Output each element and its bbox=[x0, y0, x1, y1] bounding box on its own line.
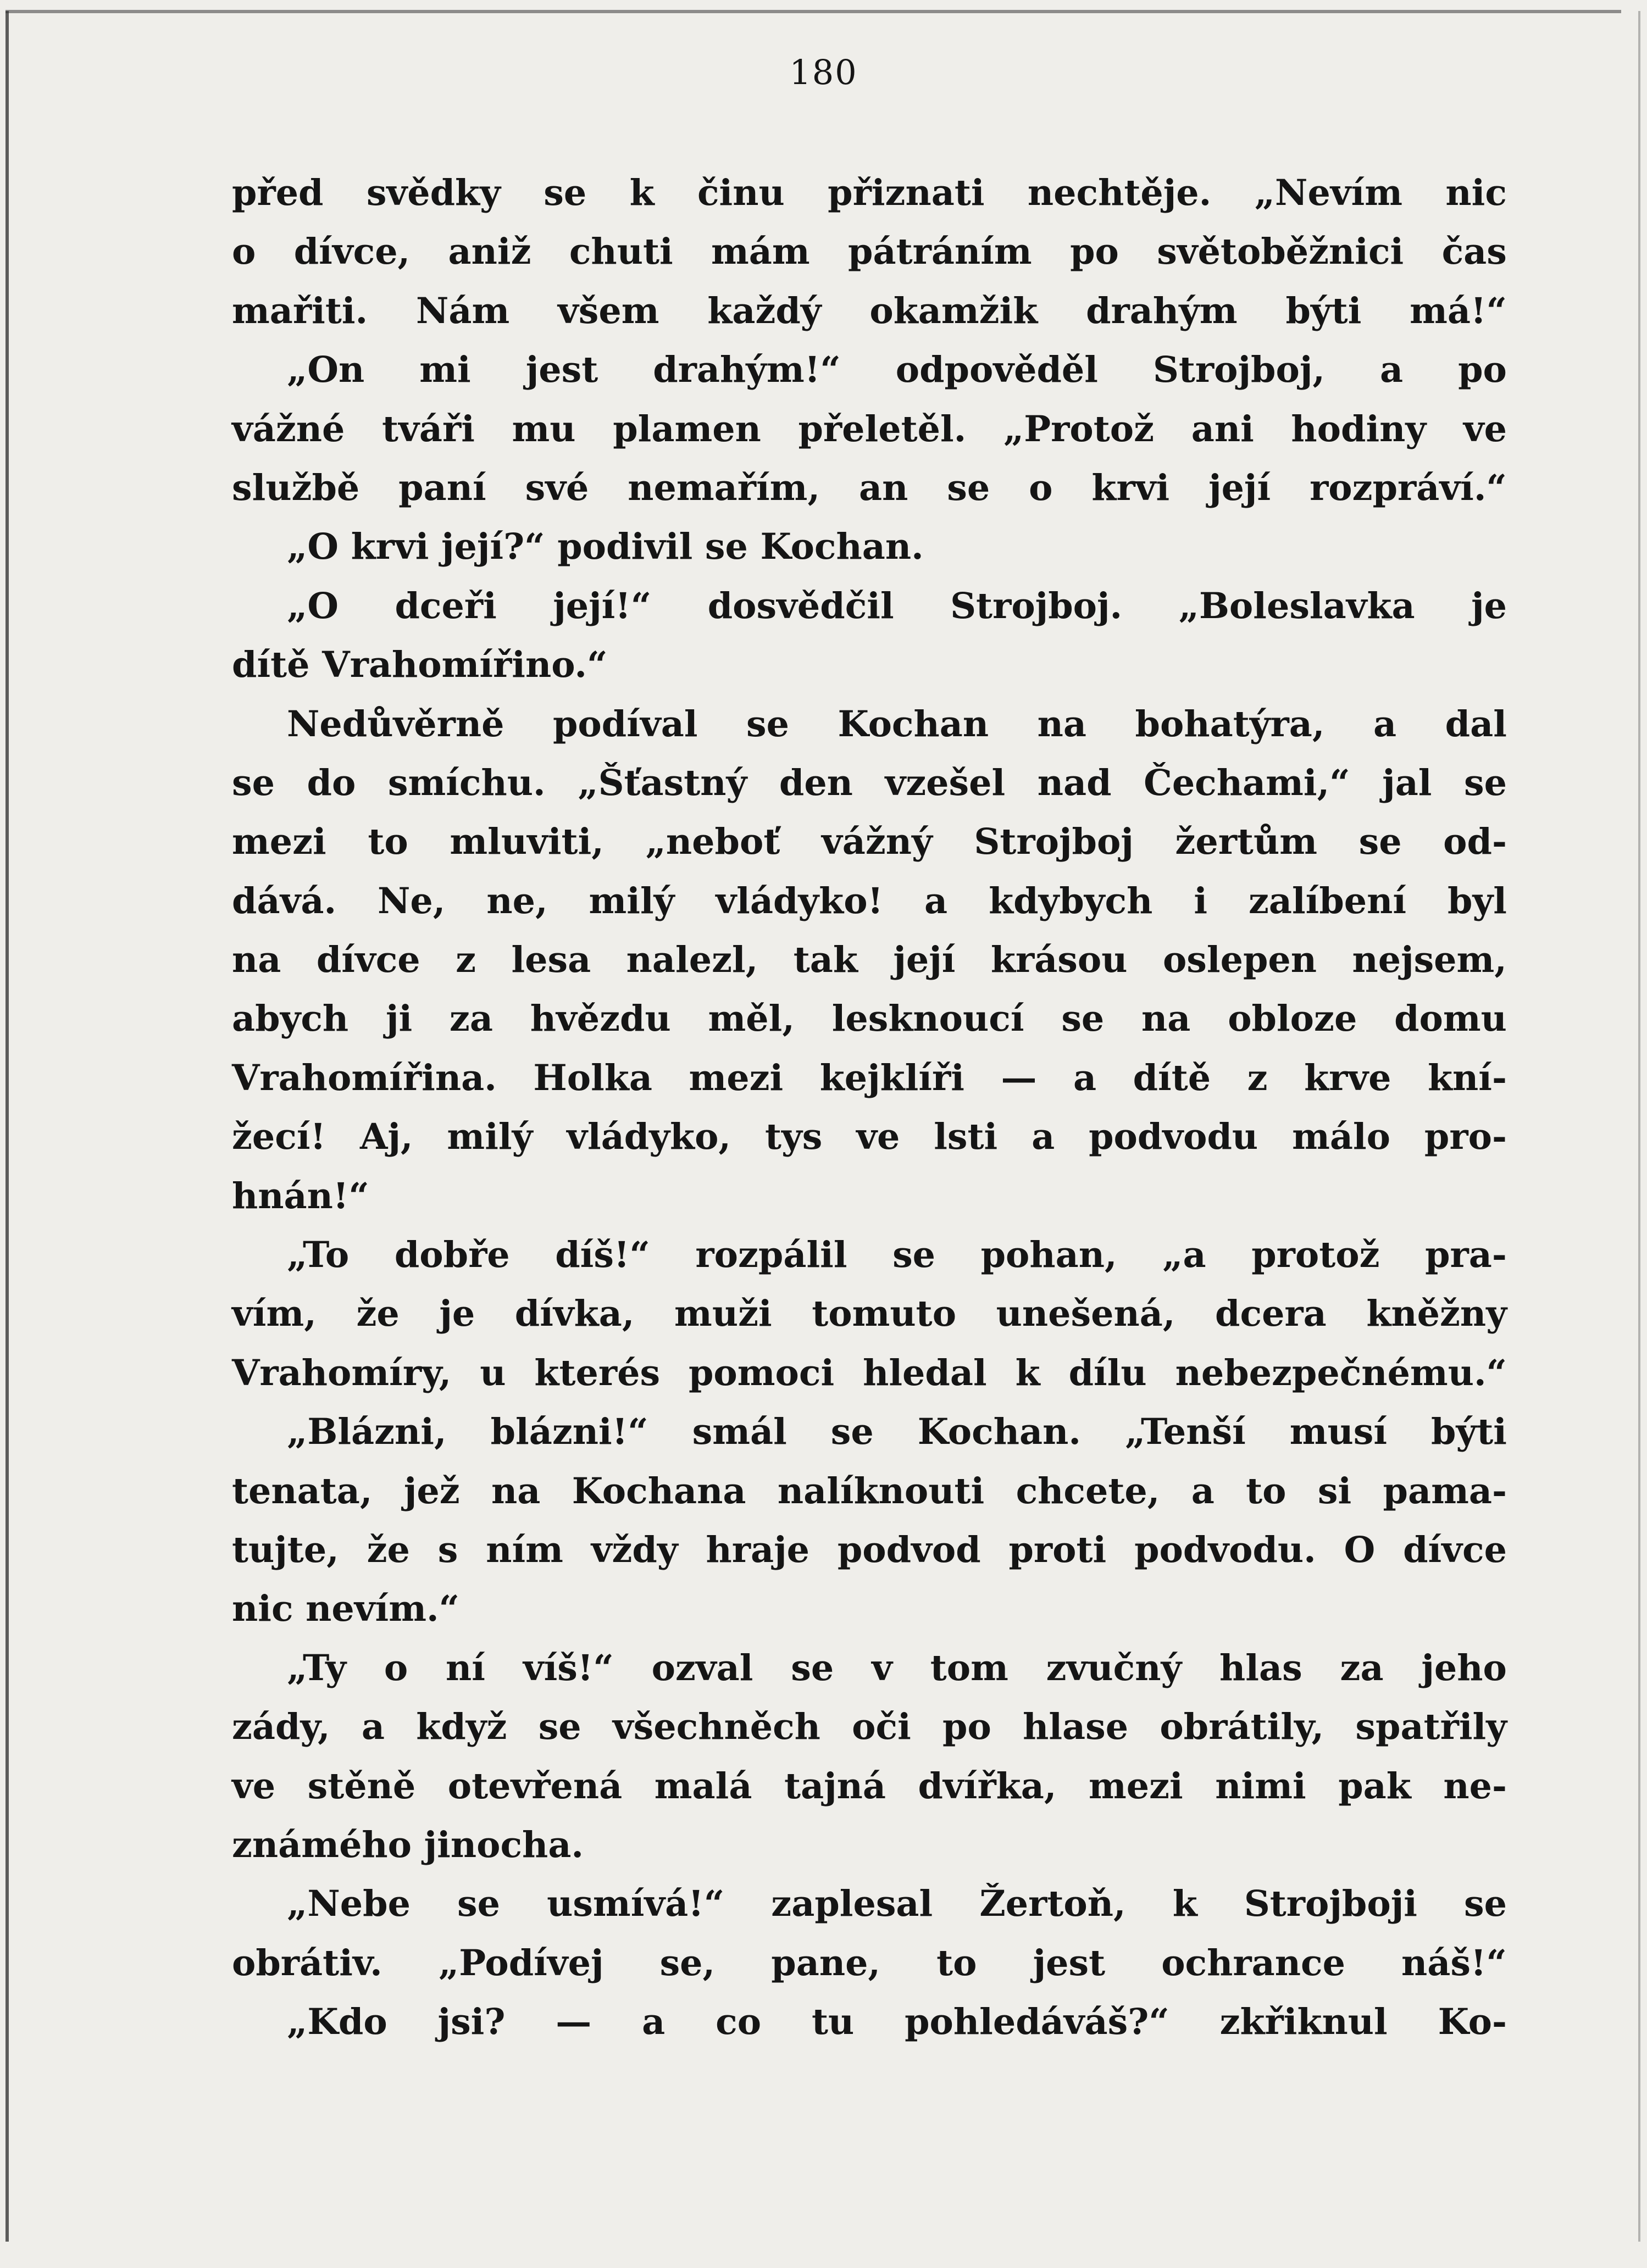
text-line: se do smíchu. „Šťastný den vzešel nad Čechami,“ jal se bbox=[232, 761, 1507, 804]
scan-border-left bbox=[5, 11, 9, 2242]
text-line: „O dceři její!“ dosvědčil Strojboj. „Boleslavka je bbox=[287, 585, 1507, 627]
text-line: abych ji za hvězdu měl, lesknoucí se na obloze domu bbox=[232, 998, 1507, 1040]
text-line: vím, že je dívka, muži tomuto unešená, dcera kněžny bbox=[232, 1293, 1507, 1335]
text-line: nic nevím.“ bbox=[232, 1588, 460, 1630]
text-line: „Nebe se usmívá!“ zaplesal Žertoň, k Strojboji se bbox=[287, 1883, 1507, 1925]
text-line: známého jinocha. bbox=[232, 1824, 584, 1866]
text-line: „To dobře díš!“ rozpálil se pohan, „a protož pra- bbox=[287, 1234, 1507, 1276]
text-line: „Kdo jsi? — a co tu pohledáváš?“ zkřiknul Ko- bbox=[287, 2001, 1507, 2043]
text-line: mezi to mluviti, „neboť vážný Strojboj žertům se od- bbox=[232, 821, 1507, 863]
text-line: „Blázni, blázni!“ smál se Kochan. „Tenší musí býti bbox=[287, 1411, 1507, 1453]
text-line: Vrahomíry, u kterés pomoci hledal k dílu nebezpečnému.“ bbox=[232, 1352, 1507, 1394]
text-line: ve stěně otevřená malá tajná dvířka, mezi nimi pak ne- bbox=[232, 1765, 1507, 1807]
text-line: zády, a když se všechněch oči po hlase obrátily, spatřily bbox=[232, 1706, 1507, 1748]
page-number: 180 bbox=[789, 52, 858, 92]
text-line: „On mi jest drahým!“ odpověděl Strojboj, a po bbox=[287, 349, 1507, 391]
text-line: hnán!“ bbox=[232, 1175, 369, 1217]
body-text bbox=[232, 164, 1507, 2052]
text-line: o dívce, aniž chuti mám pátráním po světoběžnici čas bbox=[232, 231, 1507, 273]
text-line: „O krvi její?“ podivil se Kochan. bbox=[287, 526, 924, 568]
text-line: službě paní své nemařím, an se o krvi její rozpráví.“ bbox=[232, 466, 1507, 509]
text-line: žecí! Aj, milý vládyko, tys ve lsti a podvodu málo pro- bbox=[232, 1116, 1507, 1158]
text-line: před svědky se k činu přiznati nechtěje. „Nevím nic bbox=[232, 172, 1507, 214]
text-line: obrátiv. „Podívej se, pane, to jest ochrance náš!“ bbox=[232, 1942, 1507, 1984]
text-line: mařiti. Nám všem každý okamžik drahým býti má!“ bbox=[232, 290, 1507, 332]
scan-border-right bbox=[1638, 11, 1640, 2242]
text-line: na dívce z lesa nalezl, tak její krásou oslepen nejsem, bbox=[232, 939, 1507, 981]
text-line: Vrahomířina. Holka mezi kejklíři — a dítě z krve kní- bbox=[232, 1057, 1507, 1099]
text-line: „Ty o ní víš!“ ozval se v tom zvučný hlas za jeho bbox=[287, 1647, 1507, 1689]
text-line: tujte, že s ním vždy hraje podvod proti podvodu. O dívce bbox=[232, 1528, 1507, 1571]
text-line: tenata, jež na Kochana nalíknouti chcete, a to si pama- bbox=[232, 1470, 1507, 1512]
text-line: dítě Vrahomířino.“ bbox=[232, 644, 608, 686]
text-line: dává. Ne, ne, milý vládyko! a kdybych i zalíbení byl bbox=[232, 880, 1507, 922]
text-line: Nedůvěrně podíval se Kochan na bohatýra, a dal bbox=[287, 703, 1507, 745]
text-line: vážné tváři mu plamen přeletěl. „Protož ani hodiny ve bbox=[232, 408, 1507, 450]
scan-border-top bbox=[5, 10, 1621, 13]
